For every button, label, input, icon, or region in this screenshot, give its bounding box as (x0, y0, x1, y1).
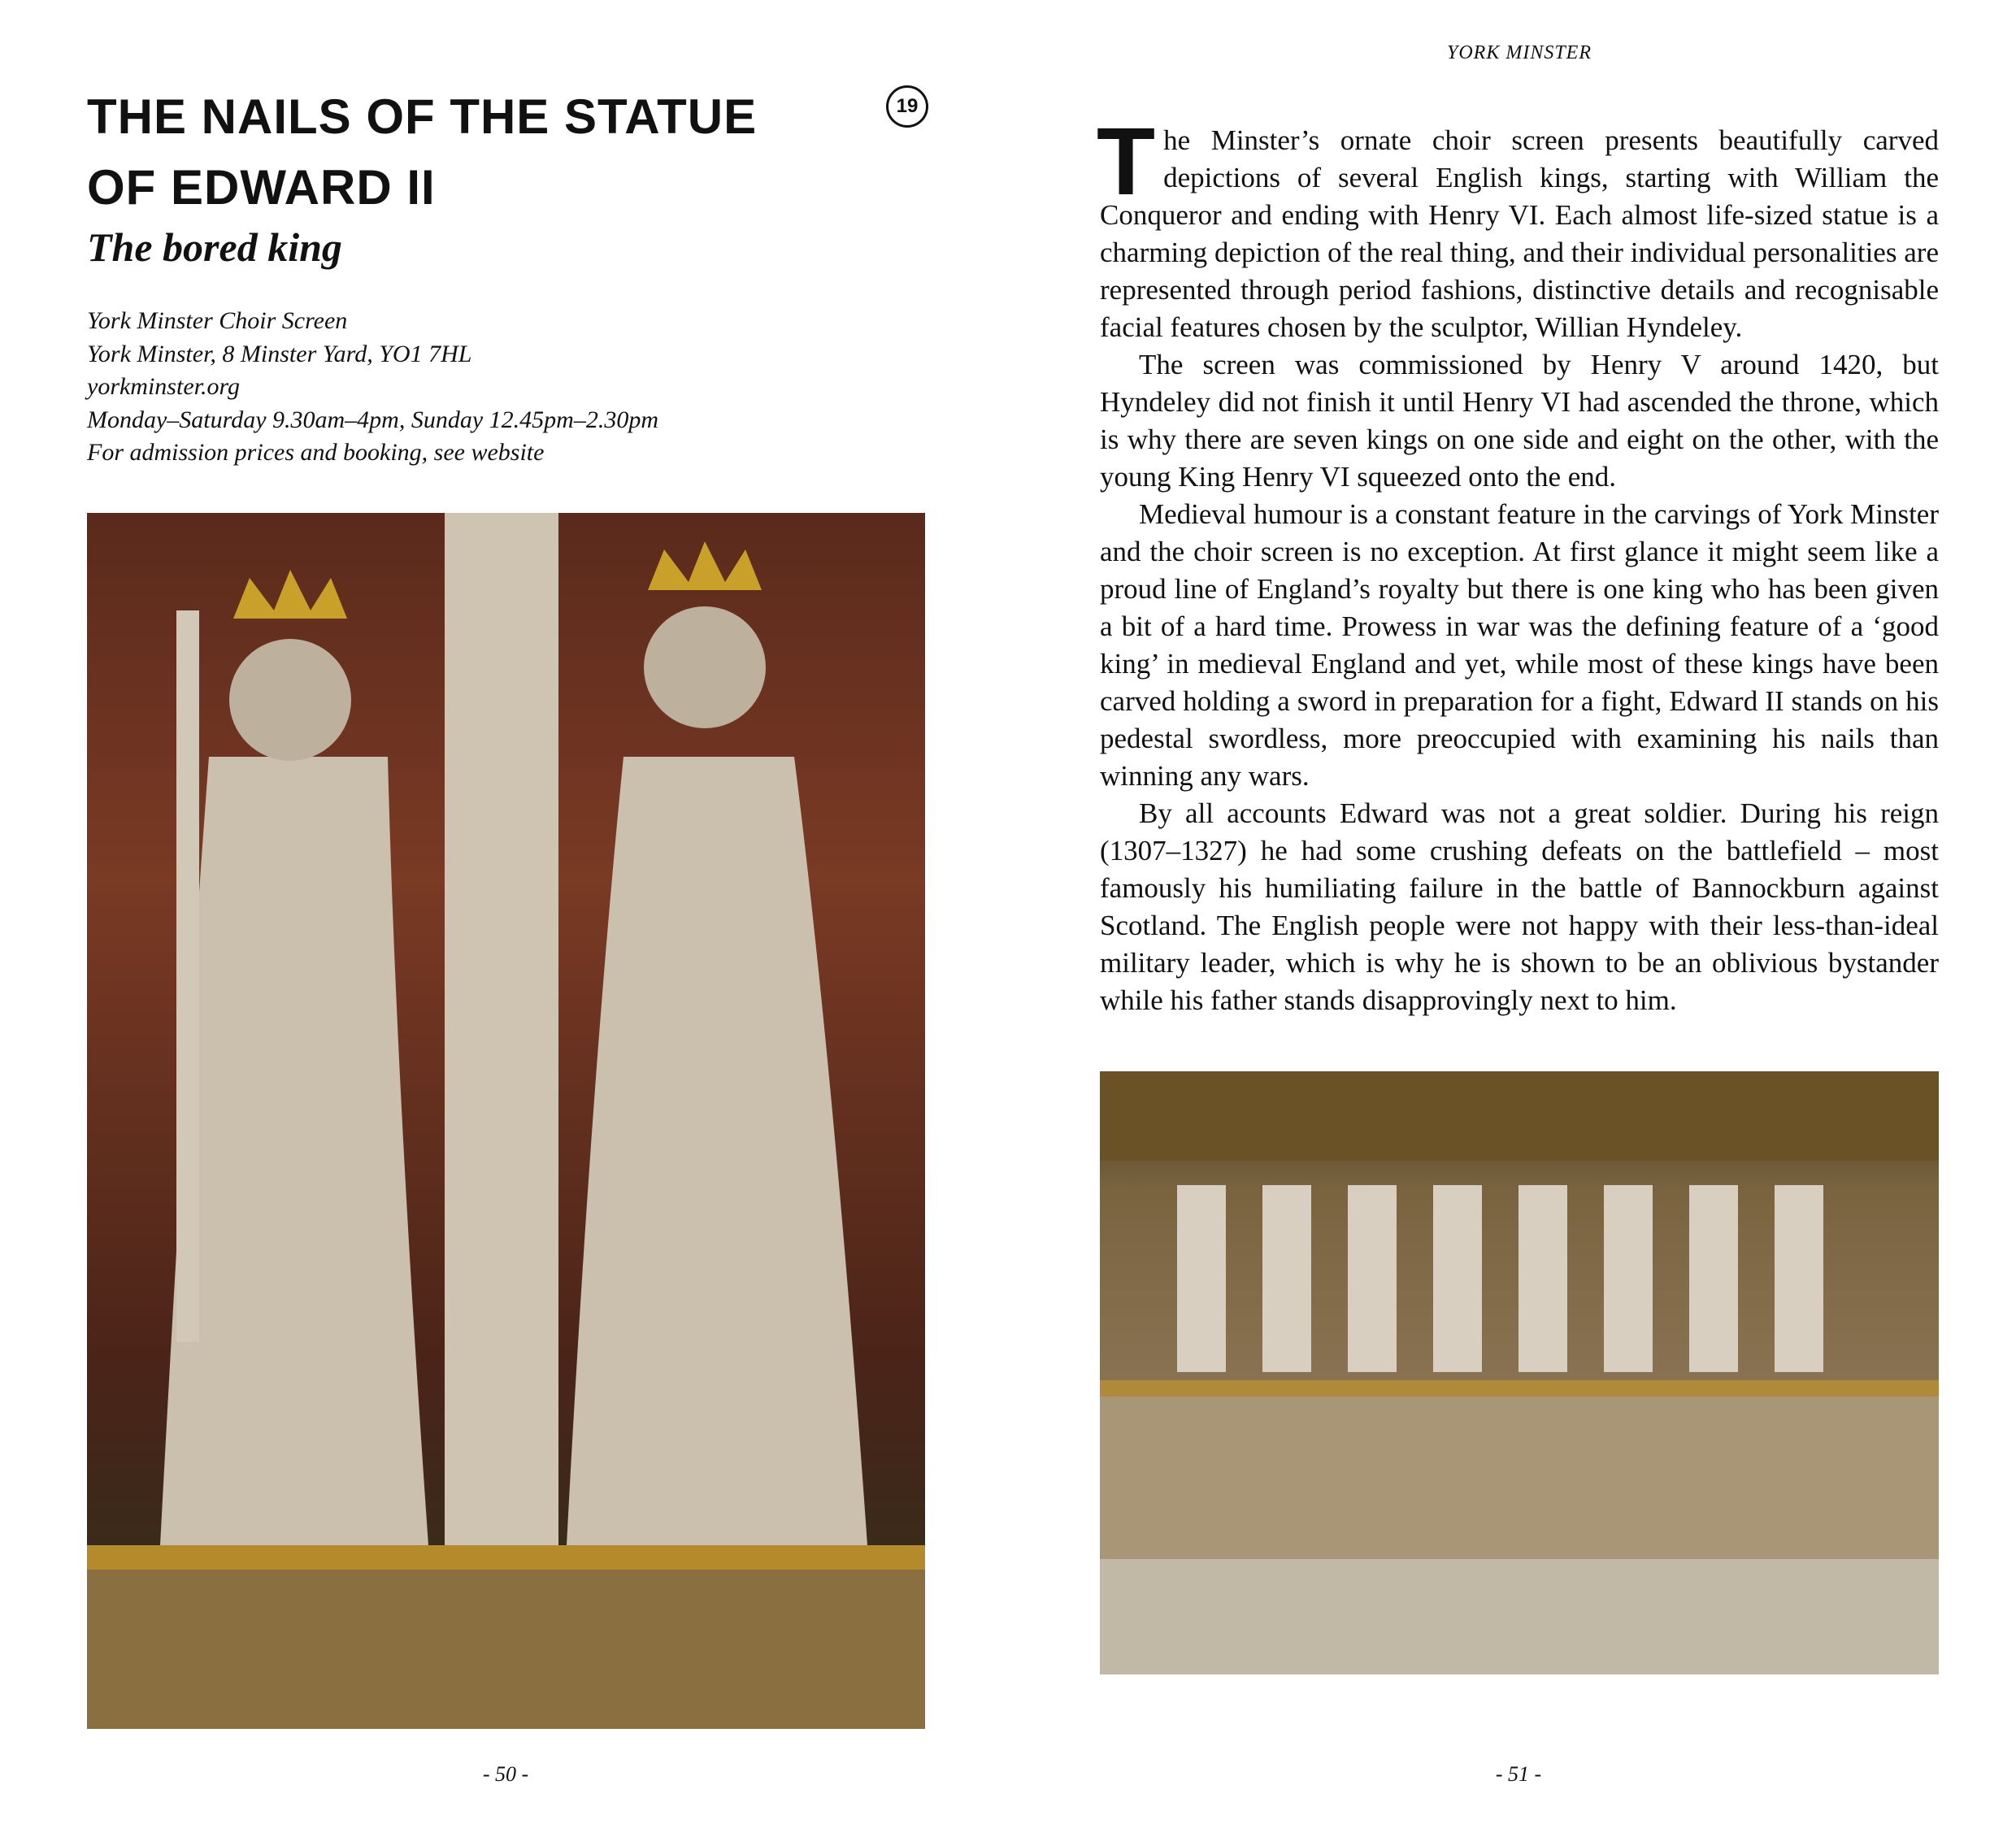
choir-screen-photo (1100, 1071, 1939, 1674)
entry-number-badge: 19 (886, 85, 928, 128)
page-number-left: - 50 - (482, 1762, 529, 1786)
info-address: York Minster, 8 Minster Yard, YO1 7HL (87, 340, 472, 367)
statues-photo (87, 513, 925, 1729)
info-website: yorkminster.org (87, 373, 241, 400)
title-line-2: OF EDWARD II (87, 160, 436, 215)
paragraph-3: Medieval humour is a constant feature in the carvings of York Minster and the choir screen is no exception. At first glance it might seem like a proud line of England’s royalty but there is one king who has been given a bit of a hard time. Prowess in war was the defining feature of a ‘good king’ in medieval England and yet, while most of these kings have been carved holding a sword in preparation for a fight, Edward II stands on his pedestal swordless, more preoccupied with examining his nails than winning any wars. (1100, 498, 1939, 792)
page-title (87, 81, 819, 223)
info-hours: Monday–Saturday 9.30am–4pm, Sunday 12.45pm–2.30pm (87, 406, 658, 433)
paragraph-4: By all accounts Edward was not a great soldier. During his reign (1307–1327) he had some crushing defeats on the battlefield – most famously his humiliating failure in the battle of Bannockburn against Scotland. The English people were not happy with their less-than-ideal military leader, which is why he is shown to be an oblivious bystander while his father stands disapprovingly next to him. (1100, 797, 1939, 1016)
subtitle: The bored king (87, 224, 342, 270)
page-number-right: - 51 - (1495, 1762, 1542, 1786)
body-text (1097, 108, 1939, 1019)
title-line-1: THE NAILS OF THE STATUE (87, 89, 758, 144)
paragraph-2: The screen was commissioned by Henry V around 1420, but Hyndeley did not finish it until Henry VI had ascended the throne, which is why there are seven kings on one side and eight on the other, with the young King Henry VI squeezed onto the end. (1100, 349, 1939, 493)
running-header: YORK MINSTER (1446, 42, 1592, 63)
location-info (87, 305, 658, 470)
info-admission: For admission prices and booking, see website (87, 439, 545, 466)
info-venue: York Minster Choir Screen (87, 307, 348, 334)
drop-cap: T (1097, 108, 1156, 215)
paragraph-1: The Minster’s ornate choir screen presents beautifully carved depictions of several English kings, starting with William the Conqueror and ending with Henry VI. Each almost life-sized statue is a charming depiction of the real thing, and their individual personalities are represented through period fashions, distinctive details and recognisable facial features chosen by the sculptor, Willian Hyndeley. (1097, 108, 1939, 343)
